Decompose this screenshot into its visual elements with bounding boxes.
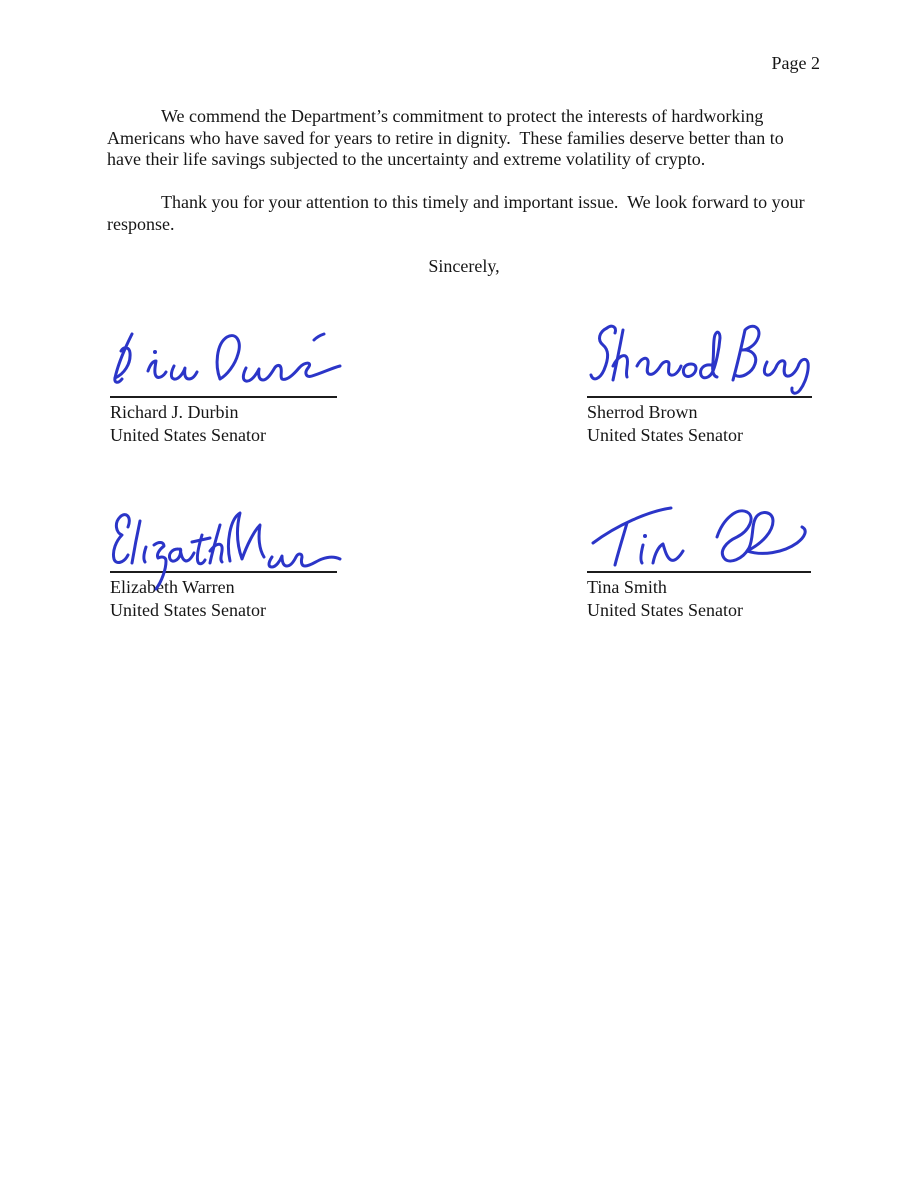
paragraph-line: Thank you for your attention to this timely and important issue. We look forward to your <box>161 192 805 212</box>
signature-area <box>110 501 337 571</box>
signer-name: Tina Smith <box>587 577 667 597</box>
signature-line <box>587 396 812 398</box>
signer-title: United States Senator <box>110 600 266 620</box>
signer-name: Elizabeth Warren <box>110 577 235 597</box>
signature-area <box>587 326 812 396</box>
signer-title: United States Senator <box>587 600 743 620</box>
paragraph-line: We commend the Department’s commitment to protect the interests of hardworking <box>161 106 764 126</box>
signature-line <box>587 571 811 573</box>
signature-block-smith <box>587 501 811 622</box>
paragraph-line: response. <box>107 213 175 234</box>
signature-line <box>110 571 337 573</box>
signature-block-durbin <box>110 326 337 447</box>
signer-name: Richard J. Durbin <box>110 402 239 422</box>
signature-area <box>587 501 811 571</box>
signature-area <box>110 326 337 396</box>
paragraph-line: have their life savings subjected to the uncertainty and extreme volatility of crypto. <box>107 149 706 169</box>
signer-name: Sherrod Brown <box>587 402 698 422</box>
signature-block-brown <box>587 326 812 447</box>
signer-title: United States Senator <box>587 425 743 445</box>
signer-title: United States Senator <box>110 425 266 445</box>
paragraph-line: Americans who have saved for years to retire in dignity. These families deserve better than to <box>107 127 784 148</box>
signature-block-warren <box>110 501 337 622</box>
paragraph-commend <box>107 106 821 171</box>
signature-line <box>110 396 337 398</box>
closing-sincerely: Sincerely, <box>428 256 500 276</box>
page-number: Page 2 <box>771 53 820 73</box>
paragraph-thanks <box>107 192 821 235</box>
